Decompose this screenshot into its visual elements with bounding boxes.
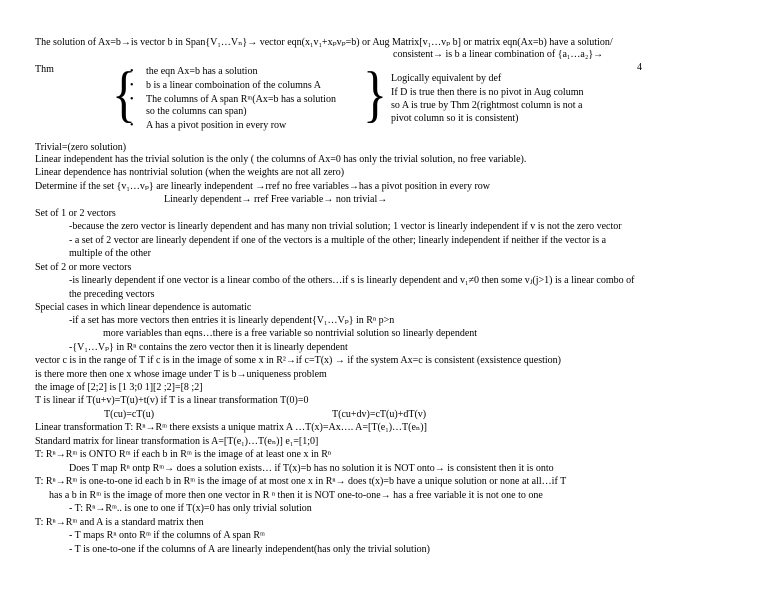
text-line: Trivial=(zero solution): [35, 142, 127, 153]
text-line: Determine if the set {v₁…vₚ} are linearly independent →rref no free variables→has a pivot position in every row: [35, 181, 490, 192]
text-line: -is linearly dependent if one vector is a linear combo of the others…if s is linearly dependent and v₁≠0 then some vⱼ(j>1) is a linear combo of: [69, 275, 635, 286]
text-line: more variables than eqns…there is a free variable so nontrivial solution so linearly dependent: [103, 328, 478, 339]
text-line: the preceding vectors: [69, 289, 155, 300]
text-line: Linear transformation T: Rⁿ→Rᵐ there exsists a unique matrix A …T(x)=Ax…. A=[T(e₁)…T(eₙ)]: [35, 422, 427, 433]
text-line: multiple of the other: [69, 248, 151, 259]
text-line: -if a set has more vectors then entries it is linearly dependent{V₁…Vₚ} in Rⁿ p>n: [69, 315, 395, 326]
text-line: -{V₁…Vₚ} in Rⁿ contains the zero vector then it is linearly dependent: [69, 342, 348, 353]
text-line: The solution of Ax=b→is vector b in Span{V₁…Vₙ}→ vector eqn(x₁v₁+xₚvₚ=b) or Aug Matrix[v₁…vₚ b] or matrix eqn(Ax=b) have a solution/: [35, 37, 613, 48]
right-brace-icon: }: [363, 58, 387, 129]
text-line: -because the zero vector is linearly dependent and has many non trivial solution; 1 vector is linearly independent if v is not the zero vector: [69, 221, 622, 232]
text-line: T: Rⁿ→Rᵐ and A is a standard matrix then: [35, 517, 204, 528]
text-line: - T: Rⁿ→Rᵐ.. is one to one if T(x)=0 has only trivial solution: [69, 503, 312, 514]
text-line: vector c is in the range of T if c is in the image of some x in R²→if c=T(x) → if the system Ax=c is consistent (exsistence question): [35, 355, 562, 366]
bullet-item: • the eqn Ax=b has a solution: [146, 66, 257, 77]
text-line: T(cu+dv)=cT(u)+dT(v): [332, 409, 427, 420]
text-line: Special cases in which linear dependence is automatic: [35, 302, 252, 313]
text-line: Linear dependence has nontrivial solution (when the weights are not all zero): [35, 167, 345, 178]
text-line: Set of 2 or more vectors: [35, 262, 132, 273]
page-number: 4: [637, 62, 642, 73]
left-brace-icon: {: [112, 58, 136, 129]
text-line: pivot column so it is consistent): [391, 113, 519, 124]
bullet-continuation: so the columns can span): [146, 106, 247, 117]
text-line: consistent→ is b a linear combination of {a₁…a₂}→: [393, 49, 604, 60]
text-line: Standard matrix for linear transformation is A=[T(e₁)…T(eₙ)] e₁=[1;0]: [35, 436, 319, 447]
text-line: T: Rⁿ→Rᵐ is ONTO Rᵐ if each b in Rᵐ is the image of at least one x in Rⁿ: [35, 449, 332, 460]
bullet-item: • A has a pivot position in every row: [146, 120, 286, 131]
text-line: so A is true by Thm 2(rightmost column is not a: [391, 100, 583, 111]
bullet-item: • b is a linear comboination of the columns A: [146, 80, 321, 91]
text-line: - T is one-to-one if the columns of A are linearly independent(has only the trivial solution): [69, 544, 430, 555]
text-line: - T maps Rⁿ onto Rᵐ if the columns of A span Rᵐ: [69, 530, 265, 541]
theorem-label: Thm: [35, 64, 54, 75]
text-line: T: Rⁿ→Rᵐ is one-to-one id each b in Rᵐ is the image of at most one x in Rⁿ→ does t(x)=b have a unique solution or none at all…if T: [35, 476, 567, 487]
text-line: the image of [2;2] is [1 3;0 1][2 ;2]=[8 ;2]: [35, 382, 203, 393]
text-line: is there more then one x whose image under T is b→uniqueness problem: [35, 369, 327, 380]
bullet-item: • The columns of A span Rᵐ(Ax=b has a solution: [146, 94, 336, 105]
text-line: Set of 1 or 2 vectors: [35, 208, 116, 219]
text-line: - a set of 2 vector are linearly dependent if one of the vectors is a multiple of the other; linearly independent if neither if the vector is a: [69, 235, 607, 246]
text-line: Does T map Rⁿ ontp Rᵐ→ does a solution exists… if T(x)=b has no solution it is NOT onto→ is consistent then it is onto: [69, 463, 554, 474]
text-line: T(cu)=cT(u): [104, 409, 155, 420]
text-line: Linear independent has the trivial solution is the only ( the columns of Ax=0 has only the trivial solution, no free variable).: [35, 154, 527, 165]
text-line: Logically equivalent by def: [391, 73, 502, 84]
text-line: Linearly dependent→ rref Free variable→ non trivial→: [164, 194, 388, 205]
text-line: If D is true then there is no pivot in Aug column: [391, 87, 584, 98]
text-line: has a b in Rᵐ is the image of more then one vector in R ⁿ then it is NOT one-to-one→ has a free variable it is not one to one: [49, 490, 543, 501]
text-line: T is linear if T(u+v)=T(u)+t(v) if T is a linear transformation T(0)=0: [35, 395, 309, 406]
